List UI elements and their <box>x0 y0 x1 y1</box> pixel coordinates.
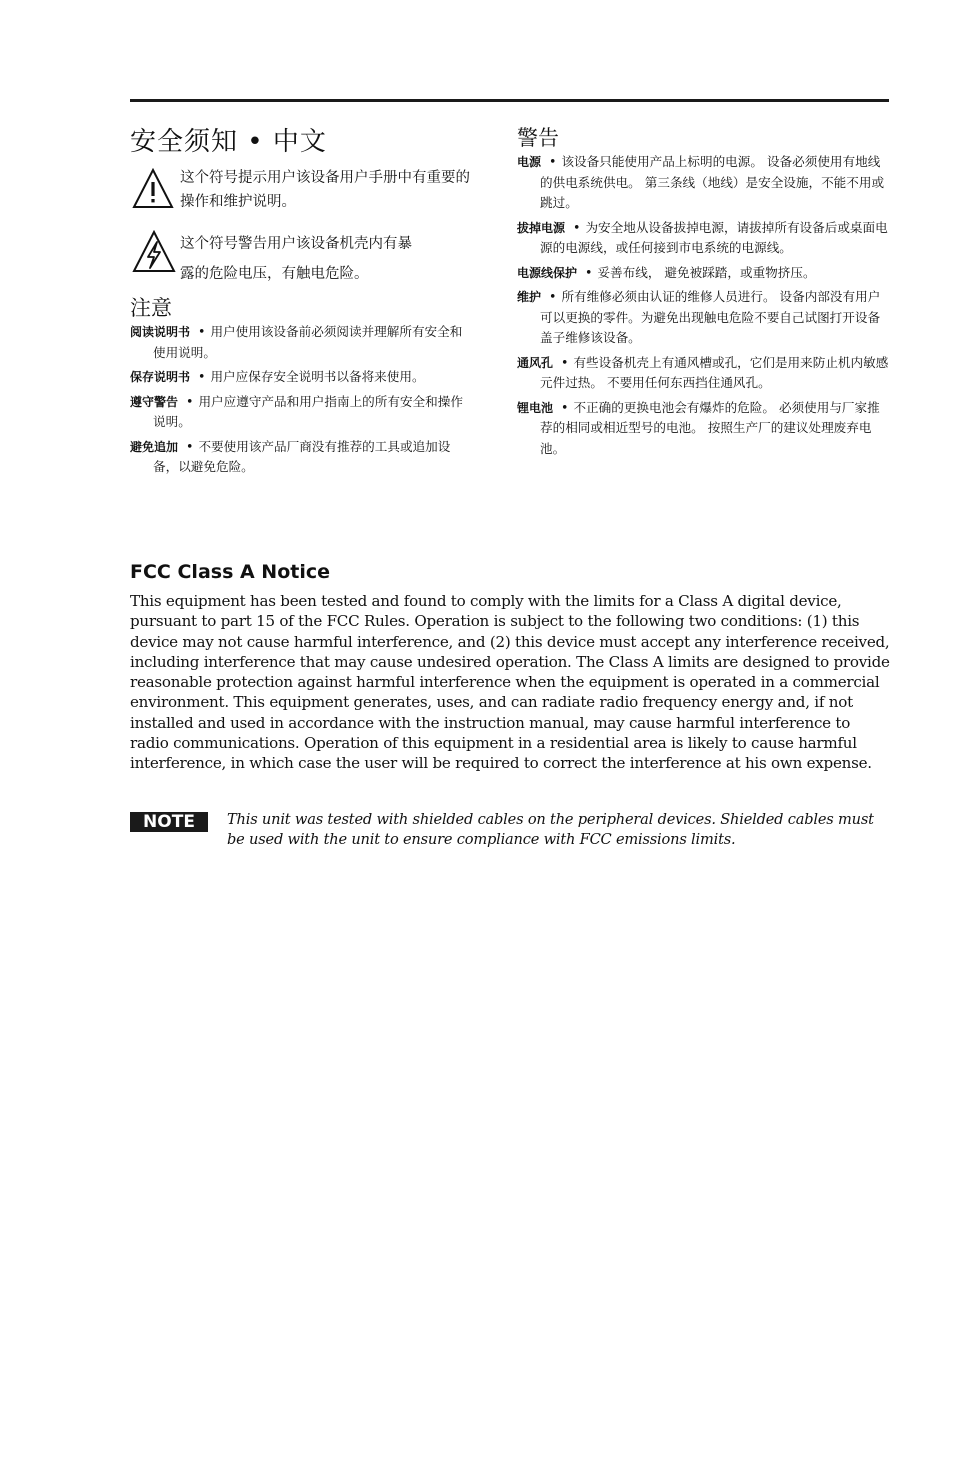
item-text: 为安全地从设备拔掉电源，请拔掉所有设备后或桌面电源的电源线，或任何接到市电系统的电源线。 <box>540 219 888 255</box>
warning-item: 拔掉电源 • 为安全地从设备拔掉电源，请拔掉所有设备后或桌面电源的电源线，或任何接到市电系统的电源线。 <box>517 219 888 255</box>
item-label: 锂电池 <box>517 400 554 415</box>
caution-subtitle: 注意 <box>130 296 172 320</box>
note-text: This unit was tested with shielded cables on the peripheral devices. Shielded cables must be used with the unit to ensure compliance with FCC emissions limits. <box>227 811 874 848</box>
warning-triangle-icon <box>132 168 174 218</box>
warning-item: 通风孔 • 有些设备机壳上有通风槽或孔，它们是用来防止机内敏感元件过热。 不要用任何东西挡住通风孔。 <box>517 354 889 390</box>
item-text: 有些设备机壳上有通风槽或孔，它们是用来防止机内敏感元件过热。 不要用任何东西挡住通风孔。 <box>540 354 889 390</box>
item-label: 保存说明书 <box>130 370 191 384</box>
item-label: 遵守警告 <box>130 394 179 409</box>
item-text: 用户使用该设备前必须阅读并理解所有安全和使用说明。 <box>153 324 463 360</box>
note-badge: NOTE <box>130 812 208 832</box>
warning-column-chinese <box>517 124 892 463</box>
item-label: 阅读说明书 <box>130 325 191 339</box>
fcc-notice-section <box>130 560 890 774</box>
caution-item: 避免追加 • 不要使用该产品厂商没有推荐的工具或追加设备，以避免危险。 <box>130 438 451 474</box>
warning-item: 电源线保护 • 妥善布线， 避免被踩踏，或重物挤压。 <box>517 264 816 280</box>
warning-title: 警告 <box>517 126 559 150</box>
note-callout <box>130 810 890 854</box>
warning-item: 电源 • 该设备只能使用产品上标明的电源。 设备必须使用有地线的供电系统供电。 第三条线（地线）是安全设施，不能不用或跳过。 <box>517 154 885 210</box>
warning-item: 锂电池 • 不正确的更换电池会有爆炸的危险。 必须使用与厂家推荐的相同或相近型号的电池。 按照生产厂的建议处理废弃电池。 <box>517 399 880 456</box>
header-rule <box>130 99 889 102</box>
caution-item: 遵守警告 • 用户应遵守产品和用户指南上的所有安全和操作说明。 <box>130 393 463 429</box>
section-title: 安全须知 • 中文 <box>130 127 327 157</box>
safety-column-chinese <box>130 124 470 482</box>
item-text: 不要使用该产品厂商没有推荐的工具或追加设备，以避免危险。 <box>153 438 451 474</box>
caution-symbol-row <box>130 166 470 218</box>
item-label: 维护 <box>517 290 542 304</box>
item-label: 避免追加 <box>130 439 179 454</box>
item-label: 通风孔 <box>517 355 554 370</box>
item-label: 电源 <box>517 155 542 169</box>
fcc-body: This equipment has been tested and found to comply with the limits for a Class A digital device, pursuant to part 15 of the FCC Rules. Operation is subject to the following two conditions: (1) this device may not cause harmful interference, and (2) this device must accept any interference received, including interference that may cause undesired operation. The Class A limits are designed to provide reasonable protection against harmful interference when the equipment is operated in a commercial environment. This equipment generates, uses, and can radiate radio frequency energy and, if not installed and used in accordance with the instruction manual, may cause harmful interference to radio communications. Operation of this equipment in a residential area is likely to cause harmful interference, in which case the user will be required to correct the interference at his own expense. <box>130 592 890 773</box>
caution-item: 阅读说明书 • 用户使用该设备前必须阅读并理解所有安全和使用说明。 <box>130 324 463 360</box>
item-text: 该设备只能使用产品上标明的电源。 设备必须使用有地线的供电系统供电。 第三条线（地线）是安全设施，不能不用或跳过。 <box>540 154 885 210</box>
fcc-title: FCC Class A Notice <box>130 561 331 583</box>
item-label: 拔掉电源 <box>517 220 566 235</box>
item-text: 妥善布线， 避免被踩踏，或重物挤压。 <box>597 264 816 280</box>
voltage-symbol-text-2: 露的危险电压，有触电危险。 <box>180 266 369 282</box>
caution-item: 保存说明书 • 用户应保存安全说明书以备将来使用。 <box>130 369 425 384</box>
item-text: 用户应遵守产品和用户指南上的所有安全和操作说明。 <box>153 393 463 429</box>
lightning-triangle-icon <box>132 230 176 282</box>
item-label: 电源线保护 <box>517 265 578 280</box>
item-text: 用户应保存安全说明书以备将来使用。 <box>210 369 425 384</box>
item-text: 所有维修必须由认证的维修人员进行。 设备内部没有用户可以更换的零件。为避免出现触电危险不要自己试图打开设备盖子维修该设备。 <box>540 289 881 345</box>
item-text: 不正确的更换电池会有爆炸的危险。 必须使用与厂家推荐的相同或相近型号的电池。 按照生产厂的建议处理废弃电池。 <box>540 399 880 456</box>
voltage-symbol-text-1: 这个符号警告用户该设备机壳内有暴 <box>180 236 412 252</box>
voltage-symbol-row <box>130 232 470 294</box>
caution-symbol-text: 这个符号提示用户该设备用户手册中有重要的操作和维护说明。 <box>180 170 470 210</box>
warning-item: 维护 • 所有维修必须由认证的维修人员进行。 设备内部没有用户可以更换的零件。为避免出现触电危险不要自己试图打开设备盖子维修该设备。 <box>517 289 881 345</box>
